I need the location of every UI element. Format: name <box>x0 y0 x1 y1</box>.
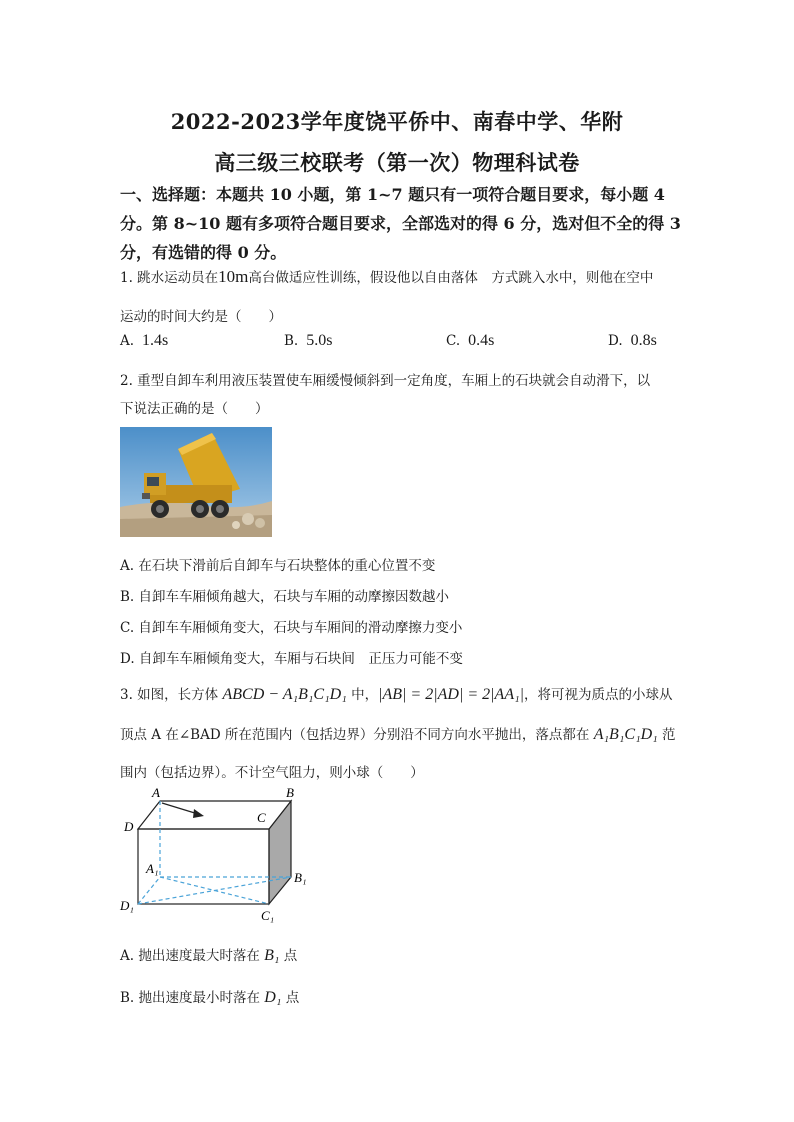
q3-option-b: B. 抛出速度最小时落在 D₁ 点 <box>120 989 300 1006</box>
exam-title-line1: 2022-2023学年度饶平侨中、南春中学、华附 <box>170 109 624 134</box>
q1-line2: 运动的时间大约是（ ） <box>120 309 282 325</box>
q1-option-b: B. 5.0s <box>284 332 333 349</box>
q3-face-name: A₁B₁C₁D₁ <box>593 726 658 743</box>
exam-title-line2: 高三级三校联考（第一次）物理科试卷 <box>214 150 580 175</box>
label-B: B <box>286 786 294 800</box>
q2-option-c: C. 自卸车车厢倾角变大，石块与车厢间的滑动摩擦力变小 <box>120 620 463 636</box>
q2-line1: 2. 重型自卸车利用液压装置使车厢缓慢倾斜到一定角度，车厢上的石块就会自动滑下，以 <box>120 373 651 389</box>
q2-option-a: A. 在石块下滑前后自卸车与石块整体的重心位置不变 <box>120 558 436 574</box>
label-D: D <box>124 819 134 834</box>
label-B1: B₁ <box>294 870 307 885</box>
q1-option-a: A. 1.4s <box>120 332 169 349</box>
q2-option-b: B. 自卸车车厢倾角越大，石块与车厢的动摩擦因数越小 <box>120 589 450 605</box>
q3-line2: 顶点 A 在∠BAD 所在范围内（包括边界）分别沿不同方向水平抛出，落点都在 A₁B₁C₁D₁ 范 <box>120 726 676 743</box>
cuboid-diagram <box>118 786 318 926</box>
q3-option-a: A. 抛出速度最大时落在 B₁ 点 <box>120 947 298 964</box>
label-D1: D₁ <box>120 898 134 913</box>
q2-line2: 下说法正确的是（ ） <box>120 401 269 417</box>
label-C1: C₁ <box>261 908 275 923</box>
label-A1: A₁ <box>146 861 159 876</box>
q1-option-d: D. 0.8s <box>608 332 657 349</box>
q3-line3: 围内（包括边界）。不计空气阻力，则小球（ ） <box>120 765 424 781</box>
q1-line1 <box>120 266 653 287</box>
label-A: A <box>152 786 160 800</box>
q1-option-c: C. 0.4s <box>446 332 495 349</box>
q2-option-d: D. 自卸车车厢倾角变大，车厢与石块间 正压力可能不变 <box>120 651 463 667</box>
q3-solid-name: ABCD − A₁B₁C₁D₁ <box>222 686 347 703</box>
dump-truck-photo <box>120 427 272 537</box>
q1-text-a: 1. 跳水运动员在 <box>120 270 219 286</box>
section-heading: 一、选择题：本题共 10 小题，第 1~7 题只有一项符合题目要求，每小题 4 分。第 8~10 题有多项符合题目要求，全部选对的得 6 分，选对但不全的得 3 分，有选错的得 0 分。 <box>120 185 681 262</box>
q1-text-b: 高台做适应性训练，假设他以自由落体 方式跳入水中，则他在空中 <box>248 270 654 286</box>
label-C: C <box>257 810 266 825</box>
q3-condition: |AB| = 2|AD| = 2|AA₁| <box>378 686 525 703</box>
q3-line1: 3. 如图，长方体 ABCD − A₁B₁C₁D₁ 中，|AB| = 2|AD| = 2|AA₁|，将可视为质点的小球从 <box>120 686 673 703</box>
q1-height: 10m <box>218 267 249 286</box>
